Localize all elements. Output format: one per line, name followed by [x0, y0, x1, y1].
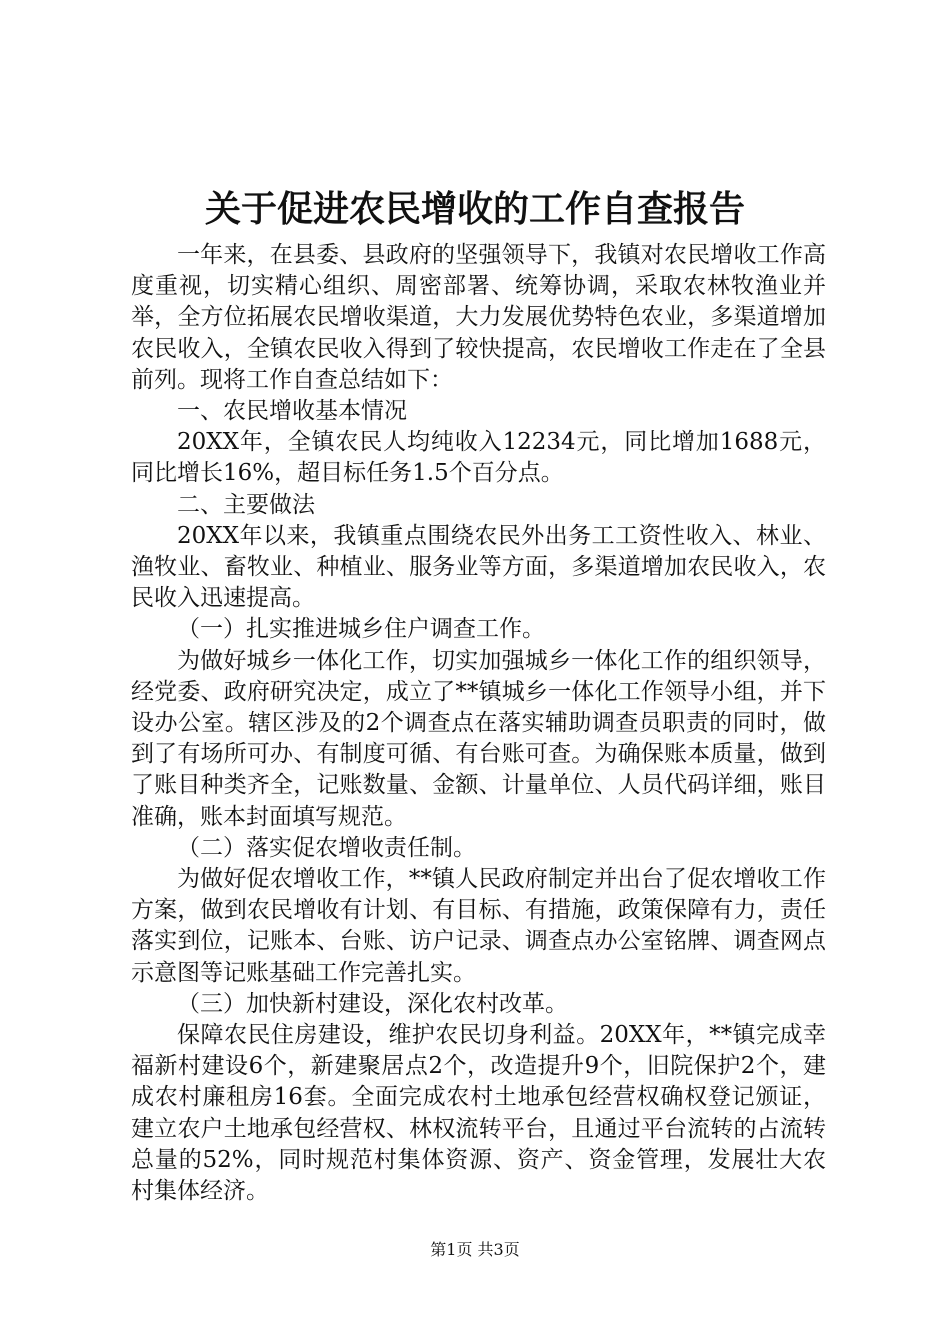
section-heading-2: 二、主要做法: [177, 491, 315, 518]
income-paragraph: 20XX年，全镇农民人均纯收入12234元，同比增加1688元，同比增长16%，超目标任务1.5个百分点。: [131, 429, 826, 487]
village-paragraph: 保障农民住房建设，维护农民切身利益。20XX年，**镇完成幸福新村建设6个，新建聚居点2个，改造提升9个，旧院保护2个，建成农村廉租房16套。全面完成农村土地承包经营权确权登记颁证，建立农户土地承包经营权、林权流转平台，且通过平台流转的占流转总量的52%，同时规范村集体资源、资产、资金管理，发展壮大农村集体经济。: [131, 1022, 826, 1205]
intro-paragraph: 一年来，在县委、县政府的坚强领导下，我镇对农民增收工作高度重视，切实精心组织、周密部署、统筹协调，采取农林牧渔业并举，全方位拓展农民增收渠道，大力发展优势特色农业，多渠道增加农民收入，全镇农民收入得到了较快提高，农民增收工作走在了全县前列。现将工作自查总结如下：: [131, 242, 826, 393]
subsection-heading-1: （一）扎实推进城乡住户调查工作。: [177, 616, 545, 643]
document-title: 关于促进农民增收的工作自查报告: [204, 188, 745, 230]
responsibility-paragraph: 为做好促农增收工作，**镇人民政府制定并出台了促农增收工作方案，做到农民增收有计划、有目标、有措施，政策保障有力，责任落实到位，记账本、台账、访户记录、调查点办公室铭牌、调查网点示意图等记账基础工作完善扎实。: [131, 866, 826, 986]
survey-paragraph: 为做好城乡一体化工作，切实加强城乡一体化工作的组织领导，经党委、政府研究决定，成立了**镇城乡一体化工作领导小组，并下设办公室。辖区涉及的2个调查点在落实辅助调查员职责的同时，做到了有场所可办、有制度可循、有台账可查。为确保账本质量，做到了账目种类齐全，记账数量、金额、计量单位、人员代码详细，账目准确，账本封面填写规范。: [131, 647, 826, 830]
section-heading-1: 一、农民增收基本情况: [177, 398, 407, 425]
methods-paragraph: 20XX年以来，我镇重点围绕农民外出务工工资性收入、林业、渔牧业、畜牧业、种植业、服务业等方面，多渠道增加农民收入，农民收入迅速提高。: [131, 522, 826, 612]
subsection-heading-3: （三）加快新村建设，深化农村改革。: [177, 990, 568, 1017]
document-body: [131, 240, 826, 1207]
page-number-footer: 第1页 共3页: [430, 1240, 520, 1259]
subsection-heading-2: （二）落实促农增收责任制。: [177, 834, 476, 861]
